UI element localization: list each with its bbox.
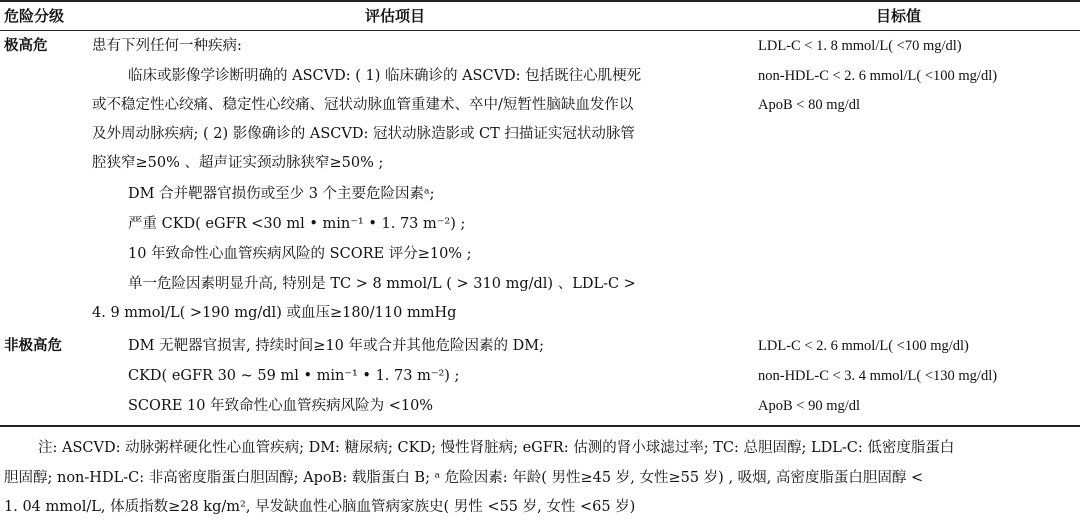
table-bottom-rule [0,425,1080,427]
footnote-line: 注: ASCVD: 动脉粥样硬化性心血管疾病; DM: 糖尿病; CKD; 慢性肾脏病; eGFR: 估测的肾小球滤过率; TC: 总胆固醇; LDL-C: 低密度脂蛋白 [38,440,955,456]
very-high-item-line: 腔狭窄≥50% 、超声证实颈动脉狭窄≥50% ; [92,155,384,171]
very-high-item-line: 严重 CKD( eGFR <30 ml • min⁻¹ • 1. 73 m⁻²) ; [128,216,466,232]
very-high-target: ApoB < 80 mg/dl [758,97,861,113]
level-very-high: 极高危 [4,38,48,54]
high-item-line: CKD( eGFR 30 ~ 59 ml • min⁻¹ • 1. 73 m⁻²) ; [128,368,460,384]
header-level: 危险分级 [4,7,65,25]
footnote-line: 胆固醇; non-HDL-C: 非高密度脂蛋白胆固醇; ApoB: 载脂蛋白 B; ᵃ 危险因素: 年龄( 男性≥45 岁, 女性≥55 岁) , 吸烟, 高密度脂蛋白胆固醇 < [4,470,924,486]
very-high-item-line: 单一危险因素明显升高, 特别是 TC > 8 mmol/L ( > 310 mg/dl) 、LDL-C > [128,276,636,292]
table-top-rule [0,0,1080,2]
high-item-line: DM 无靶器官损害, 持续时间≥10 年或合并其他危险因素的 DM; [128,338,544,354]
footnote-line: 1. 04 mmol/L, 体质指数≥28 kg/m², 早发缺血性心脑血管病家族史( 男性 <55 岁, 女性 <65 岁) [4,499,636,515]
very-high-item-line: DM 合并靶器官损伤或至少 3 个主要危险因素ᵃ; [128,186,435,202]
header-items: 评估项目 [365,7,426,25]
very-high-item-line: 或不稳定性心绞痛、稳定性心绞痛、冠状动脉血管重建术、卒中/短暂性脑缺血发作以 [92,97,634,113]
very-high-item-line: 患有下列任何一种疾病: [92,38,242,54]
very-high-item-line: 10 年致命性心血管疾病风险的 SCORE 评分≥10% ; [128,246,472,262]
very-high-target: LDL-C < 1. 8 mmol/L( <70 mg/dl) [758,38,962,54]
header-bottom-rule [0,30,1080,31]
high-target: ApoB < 90 mg/dl [758,398,861,414]
level-high: 非极高危 [4,338,62,354]
very-high-item-line: 4. 9 mmol/L( >190 mg/dl) 或血压≥180/110 mmHg [92,305,457,321]
high-item-line: SCORE 10 年致命性心血管疾病风险为 <10% [128,398,434,414]
very-high-target: non-HDL-C < 2. 6 mmol/L( <100 mg/dl) [758,68,998,84]
header-target: 目标值 [876,7,922,25]
high-target: LDL-C < 2. 6 mmol/L( <100 mg/dl) [758,338,969,354]
high-target: non-HDL-C < 3. 4 mmol/L( <130 mg/dl) [758,368,998,384]
very-high-item-line: 临床或影像学诊断明确的 ASCVD: ( 1) 临床确诊的 ASCVD: 包括既往心肌梗死 [128,68,642,84]
very-high-item-line: 及外周动脉疾病; ( 2) 影像确诊的 ASCVD: 冠状动脉造影或 CT 扫描证实冠状动脉管 [92,126,635,142]
